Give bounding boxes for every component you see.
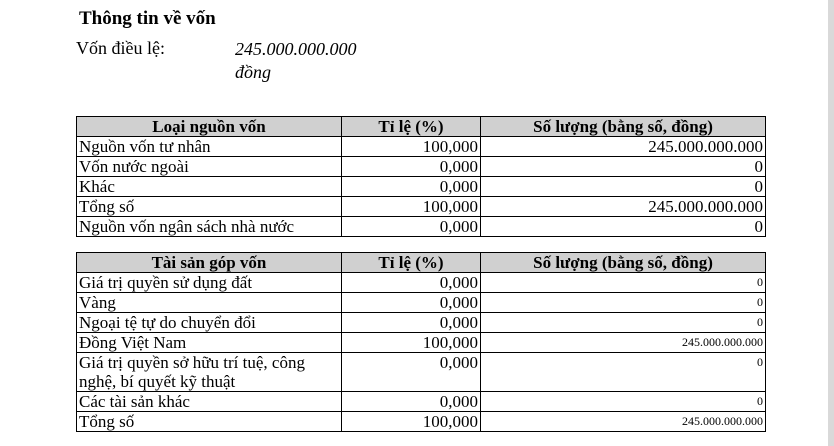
row-amount: 245.000.000.000 <box>481 333 766 353</box>
row-ratio: 0,000 <box>342 217 481 237</box>
row-amount: 0 <box>481 392 766 412</box>
row-ratio: 100,000 <box>342 137 481 157</box>
row-name: Khác <box>77 177 342 197</box>
row-amount: 0 <box>481 293 766 313</box>
row-ratio: 0,000 <box>342 353 481 392</box>
table-row <box>77 333 766 353</box>
column-header-source-type: Loại nguồn vốn <box>77 117 342 137</box>
row-name: Tổng số <box>77 412 342 432</box>
table-row <box>77 157 766 177</box>
table-row <box>77 177 766 197</box>
column-header-amount: Số lượng (bằng số, đồng) <box>481 253 766 273</box>
row-ratio: 0,000 <box>342 392 481 412</box>
row-ratio: 100,000 <box>342 333 481 353</box>
row-name: Giá trị quyền sở hữu trí tuệ, công nghệ, bí quyết kỹ thuật <box>77 353 342 392</box>
row-name: Vàng <box>77 293 342 313</box>
capital-source-table <box>76 116 766 237</box>
row-ratio: 0,000 <box>342 157 481 177</box>
row-name: Tổng số <box>77 197 342 217</box>
row-name: Đồng Việt Nam <box>77 333 342 353</box>
row-amount: 0 <box>481 313 766 333</box>
table-row <box>77 273 766 293</box>
row-name: Nguồn vốn ngân sách nhà nước <box>77 217 342 237</box>
row-ratio: 0,000 <box>342 273 481 293</box>
table-row <box>77 412 766 432</box>
section-title: Thông tin về vốn <box>79 8 216 29</box>
row-amount: 245.000.000.000 <box>481 197 766 217</box>
table-row <box>77 137 766 157</box>
table-header-row <box>77 253 766 273</box>
charter-capital-value: 245.000.000.000 đồng <box>235 39 357 82</box>
page-edge <box>828 0 834 446</box>
row-amount: 245.000.000.000 <box>481 137 766 157</box>
row-amount: 0 <box>481 177 766 197</box>
table-row <box>77 217 766 237</box>
table-row <box>77 313 766 333</box>
row-ratio: 100,000 <box>342 197 481 217</box>
row-amount: 0 <box>481 273 766 293</box>
table-row <box>77 197 766 217</box>
table-row <box>77 392 766 412</box>
row-name: Giá trị quyền sử dụng đất <box>77 273 342 293</box>
contributed-assets-table <box>76 252 766 432</box>
table-row <box>77 353 766 392</box>
charter-capital-label: Vốn điều lệ: <box>76 38 165 58</box>
column-header-ratio: Tỉ lệ (%) <box>342 117 481 137</box>
row-ratio: 0,000 <box>342 293 481 313</box>
row-amount: 0 <box>481 157 766 177</box>
table-row <box>77 293 766 313</box>
row-amount: 245.000.000.000 <box>481 412 766 432</box>
column-header-ratio: Tỉ lệ (%) <box>342 253 481 273</box>
row-ratio: 100,000 <box>342 412 481 432</box>
table-header-row <box>77 117 766 137</box>
column-header-amount: Số lượng (bằng số, đồng) <box>481 117 766 137</box>
row-name: Ngoại tệ tự do chuyển đổi <box>77 313 342 333</box>
row-name: Vốn nước ngoài <box>77 157 342 177</box>
row-name: Nguồn vốn tư nhân <box>77 137 342 157</box>
row-name: Các tài sản khác <box>77 392 342 412</box>
row-ratio: 0,000 <box>342 177 481 197</box>
column-header-asset-type: Tài sản góp vốn <box>77 253 342 273</box>
row-amount: 0 <box>481 353 766 392</box>
row-ratio: 0,000 <box>342 313 481 333</box>
row-amount: 0 <box>481 217 766 237</box>
